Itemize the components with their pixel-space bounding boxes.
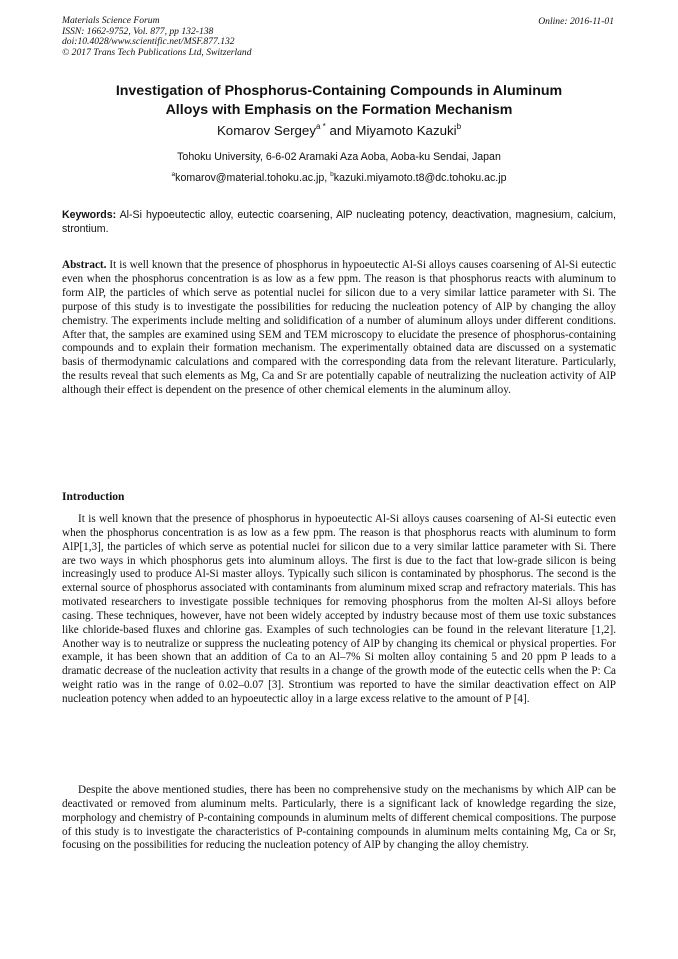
author-1-marker: a *: [315, 122, 326, 131]
keywords-label: Keywords:: [62, 209, 117, 221]
copyright-line: © 2017 Trans Tech Publications Ltd, Switzerland: [62, 46, 252, 58]
introduction-heading: Introduction: [62, 491, 125, 503]
email-line: [62, 172, 616, 185]
title-line-2: Alloys with Emphasis on the Formation Mechanism: [165, 101, 513, 118]
online-date: Online: 2016-11-01: [538, 16, 614, 27]
email-a-link[interactable]: komarov@material.tohoku.ac.jp,: [175, 172, 328, 184]
doi-line: doi:10.4028/www.scientific.net/MSF.877.132: [62, 36, 235, 48]
email-a-marker: a: [171, 171, 176, 178]
keywords-block: [62, 208, 616, 236]
journal-header: [62, 16, 252, 58]
author-line: [62, 123, 616, 139]
abstract-label: Abstract.: [62, 259, 107, 271]
abstract-text: It is well known that the presence of phosphorus in hypoeutectic Al-Si alloys causes coarsening of Al-Si eutectic even when the phosphorus concentration is as low as a few ppm. The reason is that phosphorus reacts with aluminum to form AlP, the particles of which serve as potential nuclei for silicon due to a very similar lattice parameter with Si. The purpose of this study is to investigate the possibilities for reducing the nucleation potency of AlP by changing the alloy chemistry. The experiments include melting and solidification of a number of aluminum alloys under different conditions. After that, the samples are examined using SEM and TEM microscopy to elucidate the presence of phosphorus-containing compounds and to explain their formation mechanism. The experimentally obtained data are discussed on a systematic basis of thermodynamic calculations and compared with the corresponding data from the relevant literature. Particularly, the results reveal that such elements as Mg, Ca and Sr are potentially capable of neutralizing the nucleation activity of AlP although their effect is dependent on the presence of other chemical elements in the aluminum alloy.: [62, 259, 617, 397]
title-line-1: Investigation of Phosphorus-Containing Compounds in Aluminum: [115, 83, 563, 99]
author-2-marker: b: [456, 122, 462, 131]
journal-name: Materials Science Forum: [62, 15, 160, 26]
abstract-block: [62, 259, 616, 398]
affiliation: Tohoku University, 6-6-02 Aramaki Aza Aoba, Aoba-ku Sendai, Japan: [177, 151, 501, 163]
issn-line: ISSN: 1662-9752, Vol. 877, pp 132-138: [62, 25, 214, 37]
keywords-text: Al-Si hypoeutectic alloy, eutectic coarsening, AlP nucleating potency, deactivation, magnesium, calcium, strontium.: [62, 209, 616, 236]
author-1: Komarov Sergey: [216, 123, 316, 138]
author-join: and Miyamoto Kazuki: [329, 123, 457, 138]
introduction-paragraph-2: Despite the above mentioned studies, there has been no comprehensive study on the mechanisms by which AlP can be deactivated or removed from aluminum melts. Particularly, there is a significant lack of knowledge regarding the size, morphology and chemistry of P-containing compounds in aluminum melts of different chemical compositions. The purpose of this study is to investigate the characteristics of P-containing compounds in aluminum melts containing Mg, Ca or Sr, focusing on the possibilities for reducing the nucleation potency of AlP by changing the alloy chemistry.: [62, 784, 616, 852]
introduction-paragraph-1: It is well known that the presence of phosphorus in hypoeutectic Al-Si alloys causes coarsening of Al-Si eutectic even when the phosphorus concentration is as low as a few ppm. The reason is that phosphorus reacts with aluminum to form AlP[1,3], the particles of which serve as potential nuclei for silicon due to a very similar lattice parameter with Si. There are two ways in which phosphorus gets into aluminum alloys. The first is due to the fact that low-grade silicon is being increasingly used to produce Al-Si master alloys. Typically such silicon is contaminated by phosphorus. The second is the external source of phosphorus associated with contaminants from aluminum mixed scrap and refractory materials. This has motivated researchers to investigate possible techniques for removing phosphorus from the molten Al-Si alloys before casing. These techniques, however, have not been widely accepted by industry because most of them use toxic substances like chloride-based fluxes and chlorine gas. Examples of such technologies can be found in the relevant literature [1,2]. Another way is to neutralize or suppress the nucleating potency of AlP by changing its chemical or physical properties. For example, it has been shown that an addition of Ca to an Al–7% Si molten alloy containing 5 and 20 ppm P leads to a dramatic decrease of the nucleation activity that results in a change of the growth mode of the eutectic cells when the P: Ca weight ratio was in the range of 0.02–0.07 [3]. Strontium was reported to have the similar deactivation effect on AlP nucleation potency when added to an hypoeutectic alloy in a large excess relative to the amount of P [4].: [62, 513, 616, 705]
paper-title: [62, 82, 616, 119]
email-b-link[interactable]: kazuki.miyamoto.t8@dc.tohoku.ac.jp: [333, 172, 507, 184]
email-b-marker: b: [330, 171, 334, 178]
